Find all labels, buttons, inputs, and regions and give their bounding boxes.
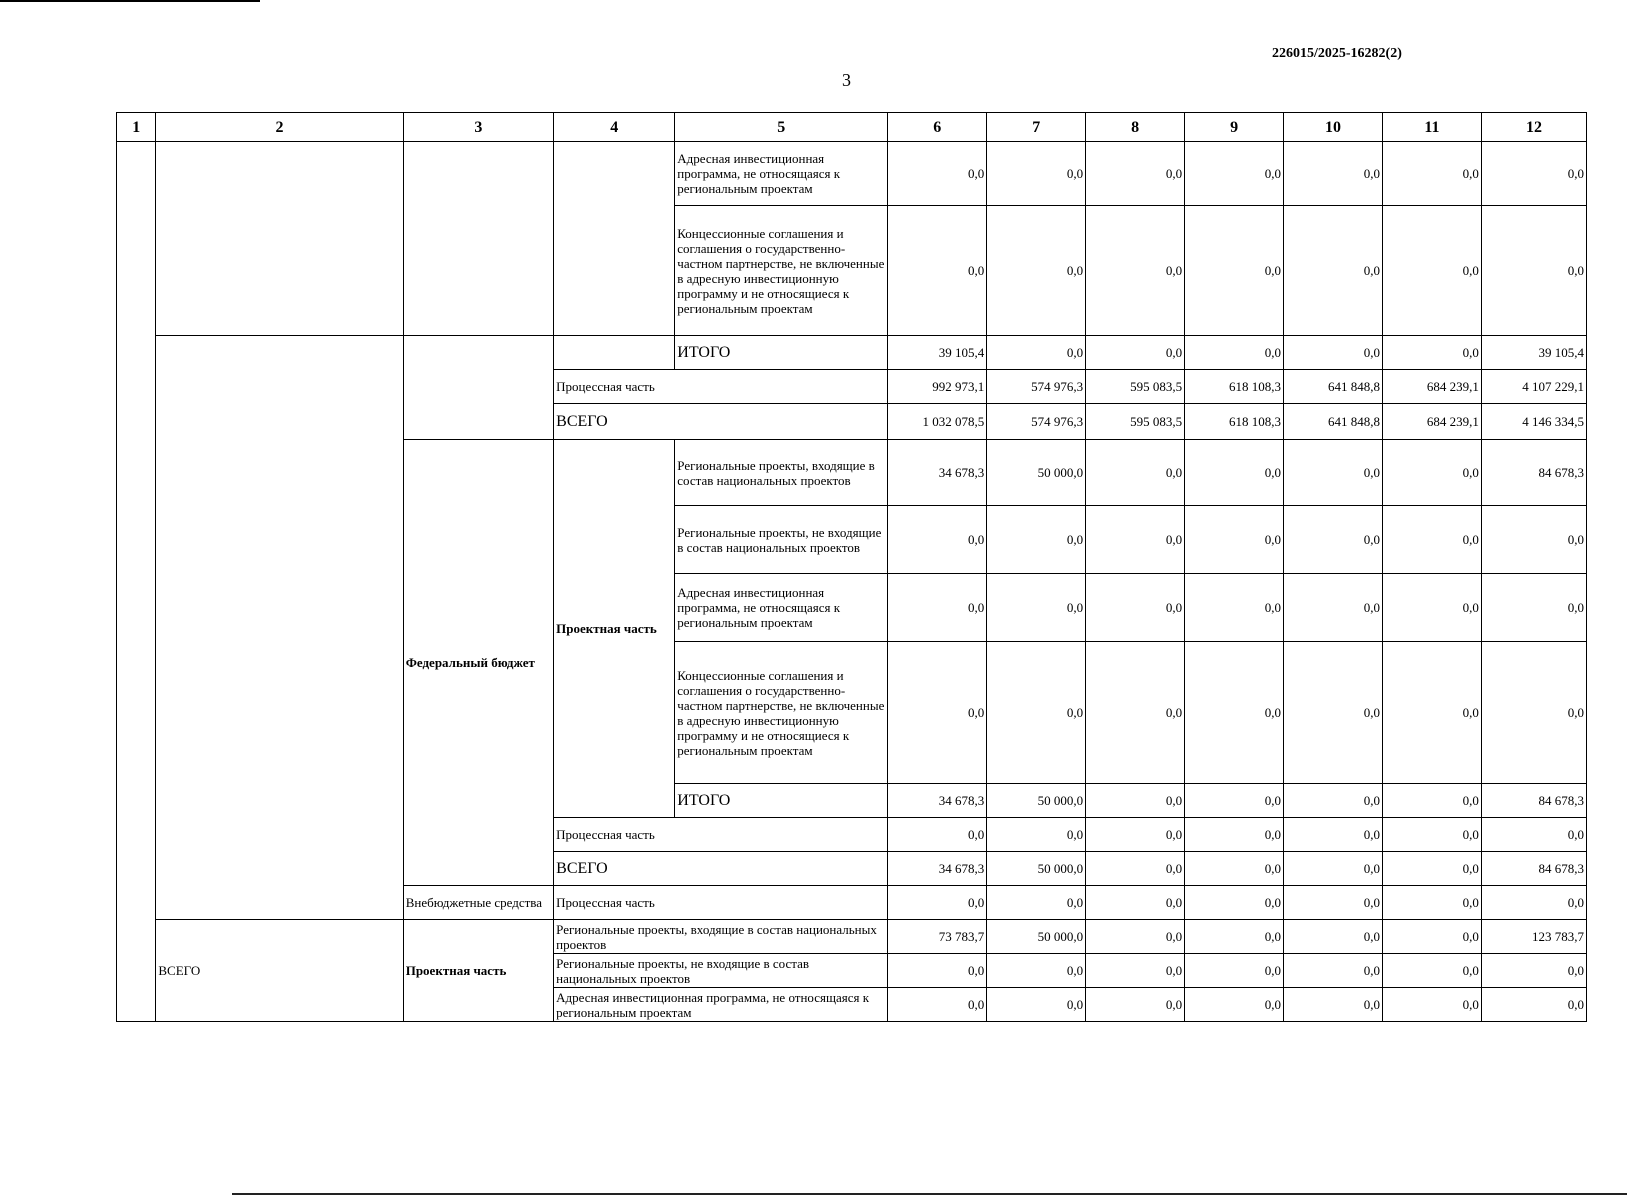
value-cell: 50 000,0: [987, 440, 1086, 506]
value-cell: 0,0: [1284, 506, 1383, 574]
value-cell: 0,0: [987, 886, 1086, 920]
value-cell: 0,0: [987, 336, 1086, 370]
row-label: Адресная инвестиционная программа, не относящаяся к региональным проектам: [675, 574, 888, 642]
value-cell: 0,0: [1284, 818, 1383, 852]
value-cell: 39 105,4: [1481, 336, 1586, 370]
value-cell: 0,0: [1185, 336, 1284, 370]
value-cell: 0,0: [1481, 574, 1586, 642]
col-num: 12: [1481, 113, 1586, 142]
col-num: 1: [117, 113, 156, 142]
value-cell: 0,0: [1086, 440, 1185, 506]
value-cell: 0,0: [1086, 336, 1185, 370]
value-cell: 0,0: [1086, 920, 1185, 954]
value-cell: 34 678,3: [888, 784, 987, 818]
value-cell: 0,0: [888, 206, 987, 336]
row-label: Адресная инвестиционная программа, не относящаяся к региональным проектам: [675, 142, 888, 206]
value-cell: 641 848,8: [1284, 370, 1383, 404]
value-cell: 0,0: [1284, 336, 1383, 370]
value-cell: 0,0: [987, 206, 1086, 336]
col-num: 9: [1185, 113, 1284, 142]
value-cell: 0,0: [888, 954, 987, 988]
value-cell: 4 107 229,1: [1481, 370, 1586, 404]
value-cell: 4 146 334,5: [1481, 404, 1586, 440]
offbudget-label: Внебюджетные средства: [403, 886, 553, 920]
value-cell: 0,0: [1382, 142, 1481, 206]
value-cell: 0,0: [888, 142, 987, 206]
value-cell: 0,0: [1086, 784, 1185, 818]
value-cell: 1 032 078,5: [888, 404, 987, 440]
row-label: Адресная инвестиционная программа, не относящаяся к региональным проектам: [554, 988, 888, 1022]
value-cell: 0,0: [1185, 988, 1284, 1022]
value-cell: 0,0: [1185, 574, 1284, 642]
col3-cell: [403, 142, 553, 336]
value-cell: 0,0: [1284, 954, 1383, 988]
value-cell: 0,0: [1086, 954, 1185, 988]
value-cell: 0,0: [1284, 642, 1383, 784]
value-cell: 0,0: [1185, 852, 1284, 886]
value-cell: 0,0: [1284, 988, 1383, 1022]
col-num: 6: [888, 113, 987, 142]
value-cell: 0,0: [888, 506, 987, 574]
col-num: 10: [1284, 113, 1383, 142]
value-cell: 0,0: [1382, 440, 1481, 506]
value-cell: 0,0: [987, 818, 1086, 852]
value-cell: 0,0: [1284, 440, 1383, 506]
value-cell: 0,0: [1382, 642, 1481, 784]
col-num: 11: [1382, 113, 1481, 142]
col-num: 5: [675, 113, 888, 142]
value-cell: 0,0: [1086, 206, 1185, 336]
value-cell: 0,0: [1185, 954, 1284, 988]
value-cell: 684 239,1: [1382, 370, 1481, 404]
value-cell: 0,0: [1086, 574, 1185, 642]
value-cell: 50 000,0: [987, 852, 1086, 886]
row-label: Региональные проекты, не входящие в состав национальных проектов: [554, 954, 888, 988]
value-cell: 0,0: [1086, 988, 1185, 1022]
fed-budget-label: Федеральный бюджет: [403, 440, 553, 886]
value-cell: 0,0: [1382, 920, 1481, 954]
value-cell: 595 083,5: [1086, 370, 1185, 404]
value-cell: 0,0: [1481, 818, 1586, 852]
value-cell: 0,0: [1284, 920, 1383, 954]
value-cell: 0,0: [1185, 784, 1284, 818]
row-label: Концессионные соглашения и соглашения о государственно-частном партнерстве, не включенные в адресную инвестиционную программу и не относящиеся к региональным проектам: [675, 206, 888, 336]
value-cell: 0,0: [888, 818, 987, 852]
row-label: Процессная часть: [554, 886, 888, 920]
value-cell: 618 108,3: [1185, 370, 1284, 404]
value-cell: 0,0: [888, 886, 987, 920]
value-cell: 0,0: [1382, 336, 1481, 370]
value-cell: 0,0: [1185, 920, 1284, 954]
value-cell: 73 783,7: [888, 920, 987, 954]
scan-bottom-line: [232, 1193, 1627, 1195]
budget-table: [116, 112, 1587, 1022]
value-cell: 0,0: [1382, 886, 1481, 920]
project-part-label: Проектная часть: [403, 920, 553, 1022]
value-cell: 0,0: [987, 506, 1086, 574]
value-cell: 595 083,5: [1086, 404, 1185, 440]
value-cell: 0,0: [1086, 886, 1185, 920]
row-label: Региональные проекты, входящие в состав национальных проектов: [675, 440, 888, 506]
value-cell: 0,0: [1284, 852, 1383, 886]
value-cell: 574 976,3: [987, 404, 1086, 440]
col2-cell: [156, 336, 403, 920]
value-cell: 0,0: [1185, 142, 1284, 206]
row-label: Процессная часть: [554, 818, 888, 852]
value-cell: 0,0: [1284, 142, 1383, 206]
value-cell: 0,0: [1481, 642, 1586, 784]
value-cell: 0,0: [1481, 954, 1586, 988]
value-cell: 0,0: [1185, 818, 1284, 852]
col1-cell: [117, 142, 156, 1022]
value-cell: 0,0: [1382, 818, 1481, 852]
value-cell: 0,0: [1185, 886, 1284, 920]
value-cell: 0,0: [1086, 642, 1185, 784]
row-label: Региональные проекты, не входящие в состав национальных проектов: [675, 506, 888, 574]
col4-cell: [554, 142, 675, 336]
value-cell: 50 000,0: [987, 920, 1086, 954]
table-row: [117, 142, 1587, 206]
value-cell: 992 973,1: [888, 370, 987, 404]
value-cell: 0,0: [1481, 142, 1586, 206]
table-row: [117, 336, 1587, 370]
value-cell: 0,0: [1284, 574, 1383, 642]
value-cell: 0,0: [1185, 440, 1284, 506]
value-cell: 0,0: [1185, 642, 1284, 784]
value-cell: 0,0: [1086, 818, 1185, 852]
col-num: 4: [554, 113, 675, 142]
row-label: ИТОГО: [675, 336, 888, 370]
value-cell: 0,0: [1382, 954, 1481, 988]
value-cell: 0,0: [987, 642, 1086, 784]
table-row: [117, 920, 1587, 954]
value-cell: 50 000,0: [987, 784, 1086, 818]
row-label: Региональные проекты, входящие в состав национальных проектов: [554, 920, 888, 954]
document-id: 226015/2025-16282(2): [1272, 46, 1402, 61]
total-label: ВСЕГО: [156, 920, 403, 1022]
row-label: ВСЕГО: [554, 404, 888, 440]
value-cell: 0,0: [1382, 852, 1481, 886]
value-cell: 0,0: [888, 988, 987, 1022]
value-cell: 0,0: [987, 954, 1086, 988]
value-cell: 0,0: [1382, 784, 1481, 818]
value-cell: 0,0: [1481, 506, 1586, 574]
value-cell: 0,0: [1284, 886, 1383, 920]
value-cell: 0,0: [1086, 142, 1185, 206]
value-cell: 0,0: [888, 642, 987, 784]
value-cell: 0,0: [1086, 852, 1185, 886]
row-label: Концессионные соглашения и соглашения о государственно-частном партнерстве, не включенные в адресную инвестиционную программу и не относящиеся к региональным проектам: [675, 642, 888, 784]
value-cell: 0,0: [1382, 506, 1481, 574]
scan-edge-line: [0, 0, 260, 2]
value-cell: 0,0: [1284, 784, 1383, 818]
value-cell: 0,0: [1382, 988, 1481, 1022]
col-num: 7: [987, 113, 1086, 142]
value-cell: 84 678,3: [1481, 852, 1586, 886]
value-cell: 0,0: [1382, 574, 1481, 642]
value-cell: 684 239,1: [1382, 404, 1481, 440]
value-cell: 0,0: [1481, 206, 1586, 336]
col3-cell: [403, 336, 553, 440]
value-cell: 618 108,3: [1185, 404, 1284, 440]
value-cell: 34 678,3: [888, 852, 987, 886]
value-cell: 0,0: [987, 988, 1086, 1022]
page-number: 3: [842, 70, 851, 90]
row-label: ВСЕГО: [554, 852, 888, 886]
value-cell: 0,0: [1481, 988, 1586, 1022]
col4-cell: [554, 336, 675, 370]
col-num: 2: [156, 113, 403, 142]
column-number-row: [117, 113, 1587, 142]
value-cell: 84 678,3: [1481, 440, 1586, 506]
col2-cell: [156, 142, 403, 336]
value-cell: 0,0: [1185, 206, 1284, 336]
col-num: 8: [1086, 113, 1185, 142]
project-part-label: Проектная часть: [554, 440, 675, 818]
value-cell: 0,0: [888, 574, 987, 642]
value-cell: 84 678,3: [1481, 784, 1586, 818]
value-cell: 0,0: [1481, 886, 1586, 920]
row-label: Процессная часть: [554, 370, 888, 404]
value-cell: 39 105,4: [888, 336, 987, 370]
value-cell: 34 678,3: [888, 440, 987, 506]
value-cell: 0,0: [1382, 206, 1481, 336]
value-cell: 574 976,3: [987, 370, 1086, 404]
value-cell: 0,0: [1086, 506, 1185, 574]
value-cell: 641 848,8: [1284, 404, 1383, 440]
row-label: ИТОГО: [675, 784, 888, 818]
value-cell: 0,0: [987, 574, 1086, 642]
value-cell: 0,0: [987, 142, 1086, 206]
col-num: 3: [403, 113, 553, 142]
value-cell: 123 783,7: [1481, 920, 1586, 954]
value-cell: 0,0: [1284, 206, 1383, 336]
value-cell: 0,0: [1185, 506, 1284, 574]
